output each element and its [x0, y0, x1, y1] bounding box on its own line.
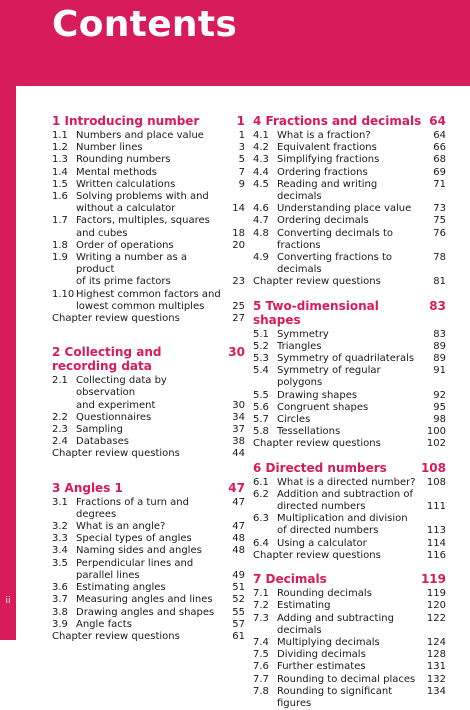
section-number: 1.4: [52, 166, 68, 178]
section-number: 6.3: [253, 513, 269, 525]
section-page: [223, 191, 245, 203]
toc-entry[interactable]: [52, 521, 245, 533]
section-title: without a calculator: [76, 203, 176, 215]
toc-entry[interactable]: [52, 203, 245, 215]
section-page: 23: [232, 276, 245, 288]
toc-entry[interactable]: [253, 341, 446, 353]
section-number: 4.1: [253, 130, 269, 141]
chapter-spacer: [253, 289, 446, 299]
chapter-title: 5 Two-dimensional shapes: [253, 298, 379, 327]
section-title: Rounding decimals: [277, 588, 372, 600]
section-title: Mental methods: [76, 166, 157, 178]
toc-entry[interactable]: [52, 533, 245, 545]
toc-entry[interactable]: [52, 191, 245, 203]
section-title: Multiplication and division: [277, 513, 408, 525]
section-title: Rounding to significant figures: [277, 685, 393, 709]
toc-entry[interactable]: [253, 525, 446, 537]
section-number: 1.7: [52, 215, 68, 227]
section-page: 64: [433, 130, 446, 141]
toc-entry[interactable]: [253, 489, 446, 501]
section-number: 3.4: [52, 545, 68, 557]
chapter-review-entry[interactable]: [52, 313, 245, 325]
section-page: 134: [426, 685, 446, 697]
toc-entry[interactable]: [253, 365, 446, 389]
toc-entry[interactable]: [253, 649, 446, 661]
section-page: 81: [433, 276, 446, 288]
section-number: 6.1: [253, 476, 269, 488]
toc-entry[interactable]: [253, 167, 446, 179]
section-number: 7.2: [253, 600, 269, 612]
chapter-review-entry[interactable]: [253, 438, 446, 450]
section-page: 38: [232, 436, 245, 448]
section-title: Symmetry: [277, 328, 329, 340]
section-title: Chapter review questions: [52, 448, 180, 460]
chapter-page: 47: [228, 480, 245, 495]
section-number: 7.1: [253, 588, 269, 600]
section-title: Drawing angles and shapes: [76, 606, 215, 618]
section-title: of its prime factors: [76, 276, 171, 288]
chapter-review-entry[interactable]: [253, 550, 446, 562]
section-page: [424, 513, 446, 525]
section-page: 92: [433, 389, 446, 401]
section-title: Number lines: [76, 142, 143, 154]
section-page: 66: [433, 142, 446, 154]
toc-entry[interactable]: [253, 600, 446, 612]
section-number: 7.4: [253, 636, 269, 648]
section-number: 6.2: [253, 488, 269, 500]
toc-entry[interactable]: [52, 289, 245, 301]
toc-entry[interactable]: [253, 228, 446, 252]
section-title: Simplifying fractions: [277, 154, 380, 166]
section-number: 4.9: [253, 252, 269, 264]
section-title: and cubes: [76, 227, 128, 239]
section-title: Perpendicular lines and: [76, 557, 194, 569]
section-page: [223, 215, 245, 227]
section-title: Factors, multiples, squares: [76, 215, 210, 227]
section-title: Collecting data by observation: [76, 375, 167, 399]
section-page: 113: [426, 525, 446, 537]
section-number: 5.4: [253, 365, 269, 377]
chapter-title: 1 Introducing number: [52, 114, 200, 128]
section-number: 7.8: [253, 685, 269, 697]
toc-entry[interactable]: [52, 154, 245, 166]
section-page: 73: [433, 203, 446, 215]
section-page: 7: [238, 166, 245, 178]
chapter-title: 3 Angles 1: [52, 480, 123, 495]
section-number: 3.5: [52, 557, 68, 569]
chapter-page: 83: [429, 298, 446, 313]
toc-entry[interactable]: [253, 674, 446, 686]
section-title: Multiplying decimals: [277, 636, 380, 648]
section-number: [52, 228, 76, 240]
chapter-heading[interactable]: [253, 299, 446, 327]
toc-entry[interactable]: [52, 130, 245, 142]
section-page: 47: [232, 521, 245, 533]
section-page: 98: [433, 414, 446, 426]
section-page: 5: [238, 154, 245, 166]
toc-entry[interactable]: [253, 402, 446, 414]
section-page: 68: [433, 154, 446, 166]
section-number: 3.3: [52, 533, 68, 545]
section-number: [52, 203, 76, 215]
section-number: [52, 276, 76, 288]
section-number: 4.5: [253, 178, 269, 190]
toc-entry[interactable]: [253, 588, 446, 600]
section-number: 5.1: [253, 328, 269, 340]
section-page: 128: [426, 649, 446, 661]
section-page: 131: [426, 661, 446, 673]
section-page: [424, 489, 446, 501]
section-title: Writing a number as a product: [76, 252, 188, 276]
section-title: Drawing shapes: [277, 389, 358, 401]
section-title: Converting fractions to decimals: [277, 252, 393, 276]
toc-entry[interactable]: [253, 513, 446, 525]
toc-entry[interactable]: [52, 424, 245, 436]
section-number: [52, 570, 76, 582]
chapter-page: 108: [420, 460, 446, 475]
section-title: lowest common multiples: [76, 300, 205, 312]
section-page: 1: [238, 130, 245, 141]
section-page: 55: [232, 606, 245, 618]
section-title: Databases: [76, 436, 129, 448]
section-page: 49: [232, 569, 245, 581]
toc-entry[interactable]: [52, 570, 245, 582]
toc-entry[interactable]: [253, 613, 446, 637]
toc-entry[interactable]: [253, 538, 446, 550]
section-page: 100: [426, 426, 446, 438]
section-title: What is a directed number?: [277, 476, 416, 488]
section-title: Ordering fractions: [277, 166, 368, 178]
chapter-review-entry[interactable]: [52, 631, 245, 643]
section-title: Chapter review questions: [253, 276, 381, 288]
section-page: 30: [232, 399, 245, 411]
section-title: Tessellations: [277, 426, 341, 438]
chapter-title: 6 Directed numbers: [253, 460, 387, 475]
section-number: [253, 525, 277, 537]
toc-entry[interactable]: [253, 477, 446, 489]
section-page: 48: [232, 533, 245, 545]
toc-entry[interactable]: [253, 203, 446, 215]
toc-entry[interactable]: [52, 228, 245, 240]
section-number: 1.9: [52, 252, 68, 264]
chapter-heading[interactable]: [52, 345, 245, 373]
section-title: Questionnaires: [76, 411, 152, 423]
chapter-page: 1: [236, 114, 245, 128]
toc-entry[interactable]: [253, 501, 446, 513]
section-title: Chapter review questions: [52, 313, 180, 325]
chapter-review-entry[interactable]: [253, 276, 446, 288]
toc-entry[interactable]: [253, 142, 446, 154]
section-page: 122: [426, 612, 446, 624]
section-title: Using a calculator: [277, 537, 367, 549]
toc-entry[interactable]: [52, 240, 245, 252]
toc-entry[interactable]: [253, 353, 446, 365]
section-page: 48: [232, 545, 245, 557]
section-page: 20: [232, 239, 245, 251]
section-title: and experiment: [76, 399, 156, 411]
section-page: [223, 558, 245, 570]
chapter-heading[interactable]: [253, 114, 446, 128]
chapter-heading[interactable]: [52, 481, 245, 495]
section-title: Symmetry of quadrilaterals: [277, 353, 415, 365]
section-number: 4.6: [253, 203, 269, 215]
section-page: 37: [232, 424, 245, 436]
section-page: 89: [433, 340, 446, 352]
section-title: Addition and subtraction of: [277, 488, 413, 500]
contents-column-right: [253, 114, 446, 710]
chapter-heading[interactable]: [253, 572, 446, 586]
section-page: 44: [232, 448, 245, 460]
toc-entry[interactable]: [253, 329, 446, 341]
section-title: Angle facts: [76, 618, 132, 630]
section-page: 78: [433, 252, 446, 264]
section-page: [223, 289, 245, 301]
section-page: 18: [232, 227, 245, 239]
section-number: 4.4: [253, 166, 269, 178]
section-page: 91: [433, 365, 446, 377]
toc-entry[interactable]: [52, 582, 245, 594]
section-page: 124: [426, 636, 446, 648]
chapter-title: 4 Fractions and decimals: [253, 114, 422, 128]
section-title: Chapter review questions: [52, 630, 180, 642]
section-title: Estimating angles: [76, 582, 166, 594]
toc-entry[interactable]: [52, 607, 245, 619]
section-number: 2.4: [52, 436, 68, 448]
section-number: 1.1: [52, 130, 68, 141]
section-page: 9: [238, 178, 245, 190]
section-title: Circles: [277, 414, 311, 426]
section-page: [223, 375, 245, 399]
toc-entry[interactable]: [52, 497, 245, 521]
section-number: 1.8: [52, 239, 68, 251]
section-number: 2.3: [52, 424, 68, 436]
section-number: 1.2: [52, 142, 68, 154]
chapter-review-entry[interactable]: [52, 448, 245, 460]
chapter-title: 7 Decimals: [253, 572, 327, 587]
chapter-heading[interactable]: [52, 114, 245, 128]
toc-entry[interactable]: [253, 390, 446, 402]
toc-entry[interactable]: [253, 130, 446, 142]
section-title: Rounding to decimal places: [277, 673, 416, 685]
toc-entry[interactable]: [253, 637, 446, 649]
section-title: Measuring angles and lines: [76, 594, 213, 606]
section-number: 4.3: [253, 154, 269, 166]
toc-entry[interactable]: [52, 400, 245, 412]
side-bar: [0, 86, 16, 640]
toc-entry[interactable]: [253, 215, 446, 227]
section-number: 5.3: [253, 353, 269, 365]
chapter-spacer: [253, 451, 446, 461]
toc-entry[interactable]: [253, 252, 446, 276]
toc-entry[interactable]: [253, 661, 446, 673]
section-title: Special types of angles: [76, 533, 192, 545]
chapter-spacer: [52, 325, 245, 345]
section-title: Highest common factors and: [76, 288, 221, 300]
section-number: 3.1: [52, 496, 68, 508]
section-page: 71: [433, 178, 446, 190]
chapter-page: 64: [429, 114, 446, 128]
section-title: Chapter review questions: [253, 549, 381, 561]
section-number: 7.3: [253, 612, 269, 624]
section-page: 3: [238, 142, 245, 154]
chapter-title: 2 Collecting and recording data: [52, 345, 162, 374]
section-title: Ordering decimals: [277, 215, 369, 227]
section-number: 3.7: [52, 594, 68, 606]
chapter-heading[interactable]: [253, 461, 446, 475]
section-page: 52: [232, 594, 245, 606]
section-page: 89: [433, 353, 446, 365]
section-page: 57: [232, 618, 245, 630]
toc-entry[interactable]: [52, 215, 245, 227]
section-number: 5.7: [253, 414, 269, 426]
contents-column-left: [52, 114, 245, 643]
section-page: 95: [433, 401, 446, 413]
section-title: Written calculations: [76, 178, 176, 190]
section-title: Dividing decimals: [277, 649, 366, 661]
section-title: of directed numbers: [277, 525, 379, 537]
section-page: [223, 252, 245, 276]
section-title: Adding and subtracting decimals: [277, 612, 394, 636]
section-title: Congruent shapes: [277, 401, 369, 413]
section-number: 4.8: [253, 227, 269, 239]
section-number: 6.4: [253, 537, 269, 549]
toc-entry[interactable]: [253, 426, 446, 438]
toc-entry[interactable]: [52, 179, 245, 191]
section-page: 76: [433, 227, 446, 239]
section-title: Rounding numbers: [76, 154, 171, 166]
section-page: 114: [426, 537, 446, 549]
toc-entry[interactable]: [52, 252, 245, 276]
section-number: [52, 301, 76, 313]
section-page: 102: [426, 438, 446, 450]
toc-entry[interactable]: [52, 167, 245, 179]
chapter-page: 119: [420, 572, 446, 587]
section-number: 1.5: [52, 178, 68, 190]
section-page: 25: [232, 300, 245, 312]
section-page: 51: [232, 582, 245, 594]
section-title: Equivalent fractions: [277, 142, 377, 154]
section-page: 34: [232, 411, 245, 423]
toc-entry[interactable]: [52, 412, 245, 424]
toc-entry[interactable]: [52, 436, 245, 448]
section-number: 3.8: [52, 606, 68, 618]
section-title: Converting decimals to fractions: [277, 227, 394, 251]
chapter-page: 30: [228, 345, 245, 360]
section-page: 47: [232, 496, 245, 508]
toc-entry[interactable]: [253, 154, 446, 166]
section-number: 7.6: [253, 661, 269, 673]
toc-entry[interactable]: [52, 558, 245, 570]
section-number: 3.9: [52, 618, 68, 630]
toc-entry[interactable]: [253, 414, 446, 426]
toc-entry[interactable]: [52, 375, 245, 399]
section-title: Solving problems with and: [76, 191, 209, 203]
section-number: 1.3: [52, 154, 68, 166]
section-title: Further estimates: [277, 661, 366, 673]
section-page: 83: [433, 328, 446, 340]
toc-entry[interactable]: [52, 619, 245, 631]
section-title: Triangles: [277, 340, 322, 352]
section-number: 3.2: [52, 521, 68, 533]
section-number: 1.6: [52, 191, 68, 203]
section-page: 120: [426, 600, 446, 612]
toc-entry[interactable]: [52, 276, 245, 288]
section-number: 7.7: [253, 673, 269, 685]
section-page: 75: [433, 215, 446, 227]
section-page: 61: [232, 630, 245, 642]
section-page: 69: [433, 166, 446, 178]
toc-entry[interactable]: [253, 686, 446, 710]
contents-header: [0, 0, 470, 86]
section-title: Understanding place value: [277, 203, 412, 215]
section-title: parallel lines: [76, 569, 140, 581]
section-page: 132: [426, 673, 446, 685]
chapter-spacer: [52, 461, 245, 481]
section-number: 1.10: [52, 288, 75, 300]
section-number: 3.6: [52, 582, 68, 594]
section-title: Sampling: [76, 424, 123, 436]
section-title: Estimating: [277, 600, 331, 612]
section-number: 5.5: [253, 389, 269, 401]
section-number: [253, 501, 277, 513]
section-title: What is an angle?: [76, 521, 166, 533]
section-page: 111: [426, 501, 446, 513]
section-title: Fractions of a turn and degrees: [76, 496, 189, 520]
section-title: Order of operations: [76, 239, 174, 251]
section-number: 2.2: [52, 411, 68, 423]
toc-entry[interactable]: [52, 301, 245, 313]
section-page: 14: [232, 203, 245, 215]
section-page: 116: [426, 549, 446, 561]
section-number: 2.1: [52, 375, 68, 387]
toc-entry[interactable]: [253, 179, 446, 203]
section-number: 5.2: [253, 340, 269, 352]
section-title: Chapter review questions: [253, 438, 381, 450]
toc-entry[interactable]: [52, 594, 245, 606]
section-title: Symmetry of regular polygons: [277, 365, 381, 389]
section-title: Numbers and place value: [76, 130, 204, 141]
page-title: Contents: [52, 4, 238, 45]
section-page: 108: [426, 476, 446, 488]
toc-entry[interactable]: [52, 545, 245, 557]
toc-entry[interactable]: [52, 142, 245, 154]
section-title: Reading and writing decimals: [277, 178, 378, 203]
section-number: 4.7: [253, 215, 269, 227]
section-page: 27: [232, 313, 245, 325]
section-title: directed numbers: [277, 501, 366, 513]
section-number: [52, 400, 76, 412]
section-number: 4.2: [253, 142, 269, 154]
chapter-spacer: [253, 562, 446, 572]
section-number: 5.8: [253, 426, 269, 438]
section-title: What is a fraction?: [277, 130, 371, 141]
section-number: 5.6: [253, 401, 269, 413]
section-title: Naming sides and angles: [76, 545, 202, 557]
section-number: 7.5: [253, 649, 269, 661]
section-page: 119: [426, 588, 446, 600]
page-number: ii: [5, 596, 11, 606]
